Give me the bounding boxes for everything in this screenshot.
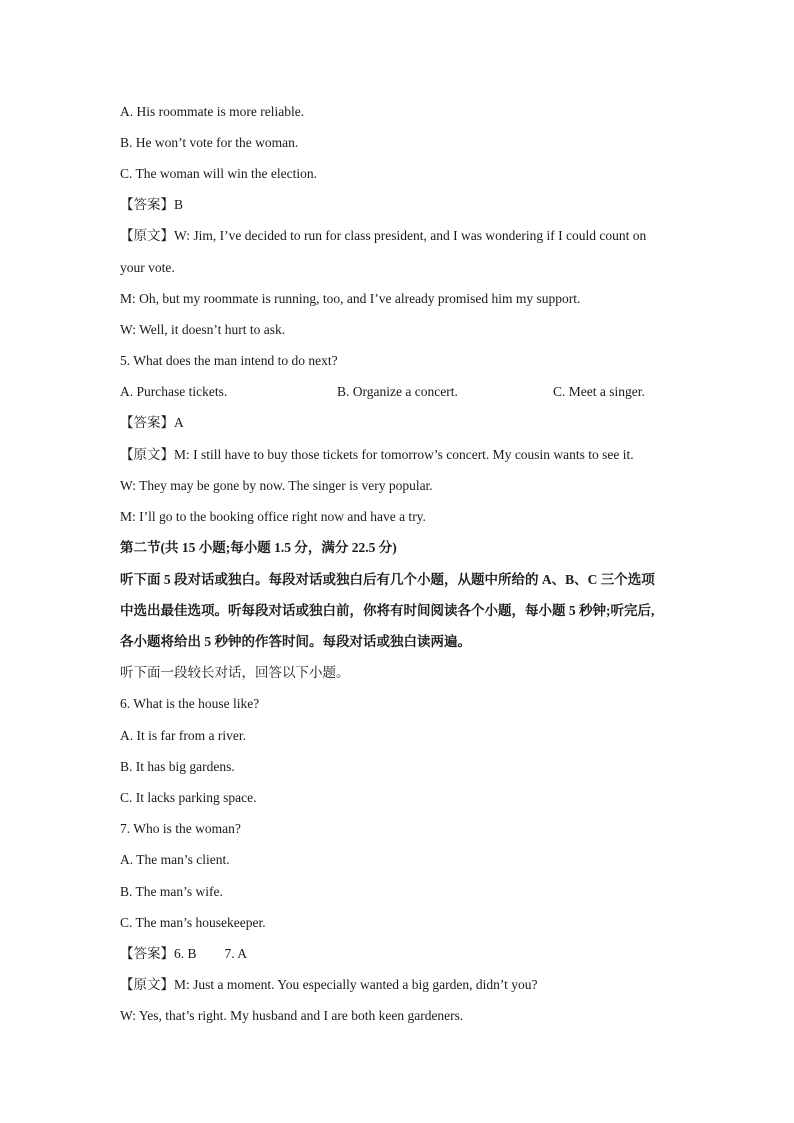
q6-q7-answer <box>120 945 247 963</box>
q4-script-line: W: Well, it doesn’t hurt to ask. <box>120 322 286 337</box>
section-heading: 第二节(共 15 小题;每小题 1.5 分，满分 22.5 分) <box>120 540 397 555</box>
q6-question: 6. What is the house like? <box>120 696 260 711</box>
q6-option-a: A. It is far from a river. <box>120 728 246 743</box>
q5-script-line: W: They may be gone by now. The singer is very popular. <box>120 478 433 493</box>
q4-answer: 【答案】B <box>120 197 184 212</box>
q7-option-a: A. The man’s client. <box>120 852 230 867</box>
q5-script-line: M: I’ll go to the booking office right now and have a try. <box>120 509 426 524</box>
answer-second: 7. A <box>224 946 248 961</box>
q6-q7-script-line: W: Yes, that’s right. My husband and I are both keen gardeners. <box>120 1008 464 1023</box>
q6-option-c: C. It lacks parking space. <box>120 790 257 805</box>
q5-option-b: B. Organize a concert. <box>337 384 458 399</box>
answer-label: 【答案】6. B <box>120 946 197 961</box>
q4-script-line: 【原文】W: Jim, I’ve decided to run for class president, and I was wondering if I could count on <box>120 228 647 243</box>
q4-option-c: C. The woman will win the election. <box>120 166 317 181</box>
q5-question: 5. What does the man intend to do next? <box>120 353 338 368</box>
q4-script-line: M: Oh, but my roommate is running, too, and I’ve already promised him my support. <box>120 291 581 306</box>
section-instructions-line: 各小题将给出 5 秒钟的作答时间。每段对话或独白读两遍。 <box>120 634 471 649</box>
q4-option-a: A. His roommate is more reliable. <box>120 104 305 119</box>
q7-question: 7. Who is the woman? <box>120 821 241 836</box>
q6-q7-script-line: 【原文】M: Just a moment. You especially wanted a big garden, didn’t you? <box>120 977 538 992</box>
q6-option-b: B. It has big gardens. <box>120 759 235 774</box>
section-instructions-line: 中选出最佳选项。听每段对话或独白前，你将有时间阅读各个小题，每小题 5 秒钟;听完后, <box>120 603 655 618</box>
q5-answer: 【答案】A <box>120 415 184 430</box>
q4-script-line: your vote. <box>120 260 175 275</box>
q5-script-line: 【原文】M: I still have to buy those tickets for tomorrow’s concert. My cousin wants to see it. <box>120 447 634 462</box>
q4-option-b: B. He won’t vote for the woman. <box>120 135 299 150</box>
q7-option-b: B. The man’s wife. <box>120 884 223 899</box>
q5-option-c: C. Meet a singer. <box>553 384 645 399</box>
section-intro: 听下面一段较长对话，回答以下小题。 <box>120 665 350 680</box>
q5-option-a: A. Purchase tickets. <box>120 384 228 399</box>
q7-option-c: C. The man’s housekeeper. <box>120 915 266 930</box>
section-instructions-line: 听下面 5 段对话或独白。每段对话或独白后有几个小题，从题中所给的 A、B、C 三个选项 <box>120 572 655 587</box>
